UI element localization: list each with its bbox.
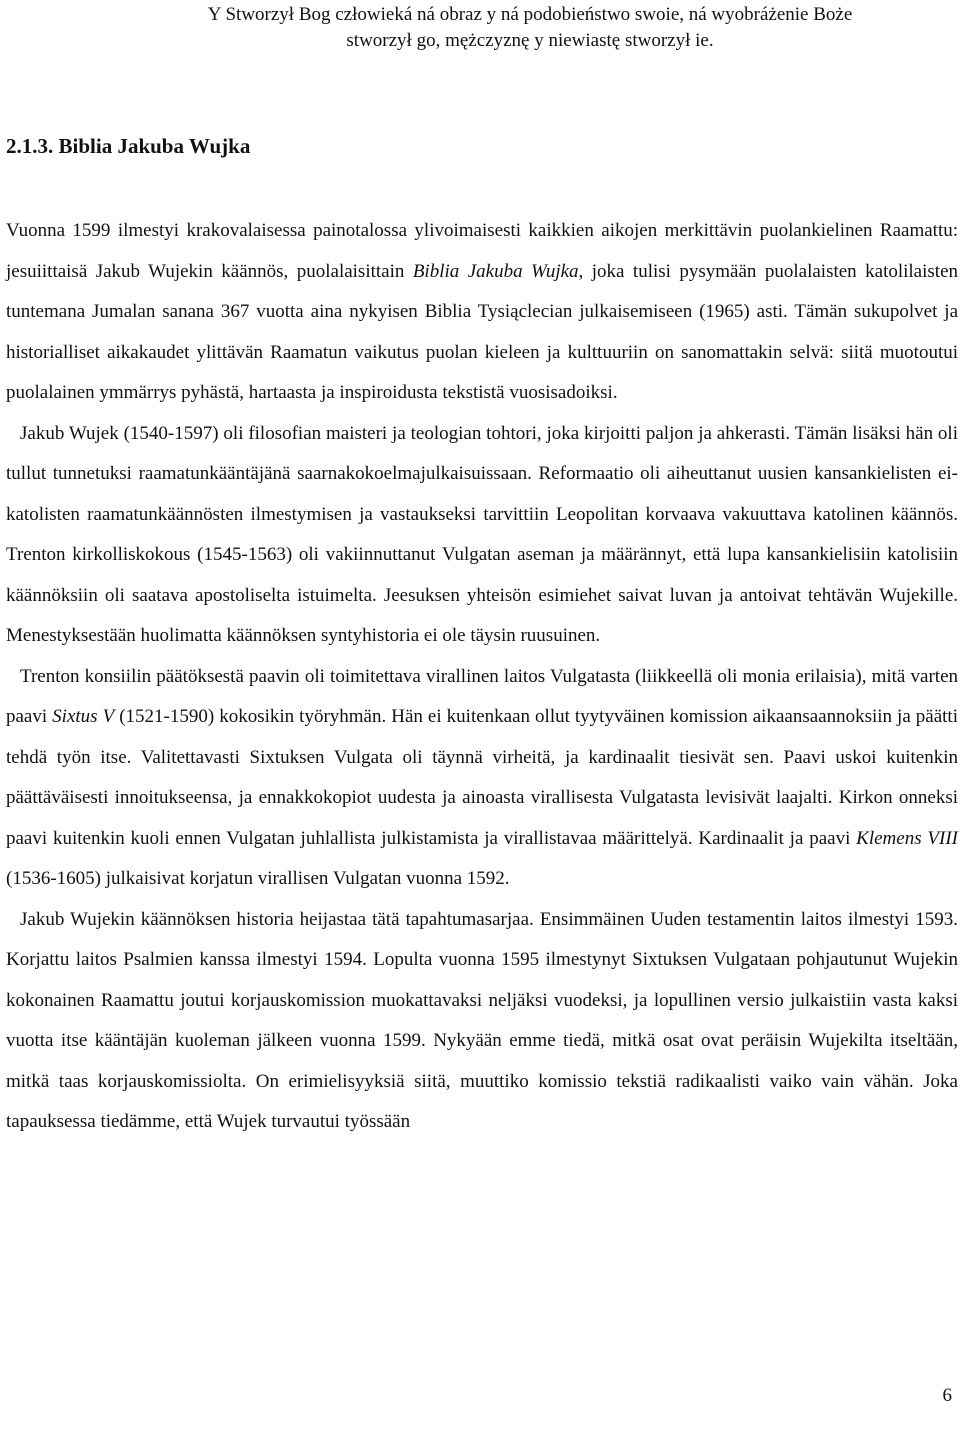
header-quote-line-2: stworzył go, mężczyznę y niewiastę stworzył ie. — [346, 30, 714, 51]
paragraph-3 — [6, 657, 958, 900]
paragraph-3-text-c: (1536-1605) julkaisivat korjatun virallisen Vulgatan vuonna 1592. — [6, 868, 510, 889]
header-quote — [130, 2, 930, 54]
paragraph-3-italic-klemens: Klemens VIII — [856, 827, 958, 849]
paragraph-2 — [6, 414, 958, 657]
section-heading: 2.1.3. Biblia Jakuba Wujka — [6, 134, 251, 158]
page-number: 6 — [942, 1385, 952, 1406]
paragraph-4 — [6, 900, 958, 1143]
paragraph-1-italic-title: Biblia Jakuba Wujka — [412, 260, 579, 282]
paragraph-2-text: Jakub Wujek (1540-1597) oli filosofian maisteri ja teologian tohtori, joka kirjoitti paljon ja ahkerasti. Tämän lisäksi hän oli tullut tunnetuksi raamatunkääntäjänä saarnakokoelmajulkaisuissaan. Reformaatio oli aiheuttanut uusien kansankielisten ei-katolisten raamatunkäännösten ilmestymisen ja vastaukseksi tarvittiin Leopolitan korvaava vakuuttava katolinen käännös. Trenton kirkolliskokous (1545-1563) oli vakiinnuttanut Vulgatan aseman ja määrännyt, että lupa kansankielisiin katolisiin käännöksiin oli saatava apostoliselta istuimelta. Jeesuksen yhteisön esimiehet saivat luvan ja antoivat tehtävän Wujekille. Menestyksestään huolimatta käännöksen syntyhistoria ei ole täysin ruusuinen. — [6, 422, 958, 646]
paragraph-4-text: Jakub Wujekin käännöksen historia heijastaa tätä tapahtumasarjaa. Ensimmäinen Uuden testamentin laitos ilmestyi 1593. Korjattu laitos Psalmien kanssa ilmestyi 1594. Lopulta vuonna 1595 ilmestynyt Sixtuksen Vulgataan pohjautunut Wujekin kokonainen Raamattu joutui korjauskomission muokattavaksi neljäksi vuodeksi, ja lopullinen versio julkaistiin vasta kaksi vuotta itse kääntäjän kuoleman jälkeen vuonna 1599. Nykyään emme tiedä, mitkä osat ovat peräisin Wujekilta itseltään, mitkä taas korjauskomissiolta. On erimielisyyksiä siitä, muuttiko komissio tekstiä radikaalisti vaiko vain vähän. Joka tapauksessa tiedämme, että Wujek turvautui työssään — [6, 908, 958, 1132]
body-text — [6, 211, 958, 1143]
paragraph-1 — [6, 211, 958, 414]
paragraph-1-text-a: Vuonna 1599 ilmestyi krakovalaisessa painotalossa ylivoimaisesti kaikkien aikojen merkittävin puolankielinen Raamattu: jesuiittaisä Jakub Wujekin käännös, puolalaisittain — [6, 220, 958, 282]
paragraph-3-italic-sixtus: Sixtus V — [52, 706, 115, 727]
paragraph-3-text-a: Trenton konsiilin päätöksestä paavin oli toimitettava virallinen laitos Vulgatasta (liikkeellä oli monia erilaisia), mitä varten paavi — [6, 665, 958, 727]
header-quote-line-1: Y Stworzył Bog człowieká ná obraz y ná podobieństwo swoie, ná wyobráżenie Boże — [207, 4, 853, 25]
paragraph-3-text-b: (1521-1590) kokosikin työryhmän. Hän ei kuitenkaan ollut tyytyväinen komission aikaansaannoksiin ja päätti tehdä työn itse. Valitettavasti Sixtuksen Vulgata oli täynnä virheitä, ja kardinaalit tiesivät sen. Paavi uskoi kuitenkin päättäväisesti innoitukseensa, ja ennakkokopiot uudesta ja ainoasta virallisesta Vulgatasta levisivät laajalti. Kirkon onneksi paavi kuitenkin kuoli ennen Vulgatan juhlallista julkistamista ja virallistavaa määrittelyä. Kardinaalit ja paavi — [6, 706, 958, 849]
paragraph-1-text-b: , joka tulisi pysymään puolalaisten katolilaisten tuntemana Jumalan sanana 367 vuotta aina nykyisen Biblia Tysiąclecian julkaisemiseen (1965) asti. Tämän sukupolvet ja historialliset aikakaudet ylittävän Raamatun vaikutus puolan kieleen ja kulttuuriin on sanomattakin selvä: siitä muotoutui puolalainen ymmärrys pyhästä, hartaasta ja inspiroidusta tekstistä vuosisadoiksi. — [6, 260, 958, 403]
